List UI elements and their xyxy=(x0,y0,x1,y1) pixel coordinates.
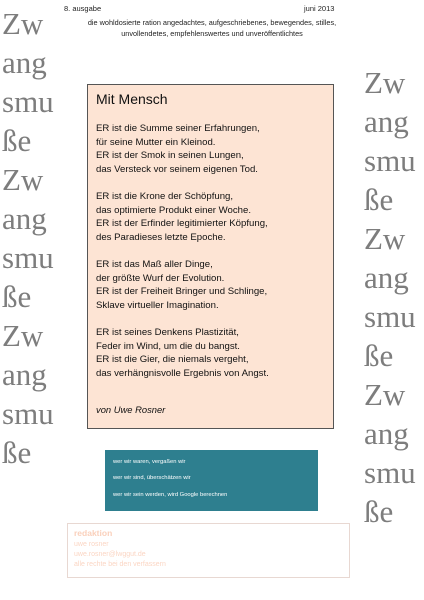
poem-box xyxy=(87,84,334,429)
poem-line: das optimierte Produkt einer Woche. xyxy=(96,204,251,216)
poem-line: ER ist der Smok in seinen Lungen, xyxy=(96,150,244,162)
poem-line: ER ist die Gier, die niemals vergeht, xyxy=(96,354,249,366)
poem-line: des Paradieses letzte Epoche. xyxy=(96,231,226,243)
side-word-fragment: ang xyxy=(364,260,409,295)
side-word-fragment: Zw xyxy=(2,318,44,353)
side-word-right xyxy=(364,63,416,531)
side-word-fragment: ang xyxy=(364,104,409,139)
quote-box xyxy=(105,450,318,511)
poem-line: für seine Mutter ein Kleinod. xyxy=(96,136,216,148)
side-word-fragment: ße xyxy=(364,182,394,217)
poem-title: Mit Mensch xyxy=(96,91,168,107)
quote-line: wer wir sind, überschätzen wir xyxy=(113,475,191,481)
side-word-fragment: smu xyxy=(364,143,416,178)
poem-body xyxy=(96,122,269,394)
side-word-fragment: smu xyxy=(364,299,416,334)
side-word-fragment: Zw xyxy=(364,221,406,256)
poem-line: ER ist das Maß aller Dinge, xyxy=(96,258,213,270)
side-word-fragment: smu xyxy=(2,240,54,275)
poem-line: ER ist der Freiheit Bringer und Schlinge, xyxy=(96,286,268,298)
poem-stanza xyxy=(96,122,269,176)
side-word-fragment: ang xyxy=(2,45,47,80)
credits-box xyxy=(67,523,350,578)
side-word-fragment: ße xyxy=(364,494,394,529)
quote-line: wer wir waren, vergaßen wir xyxy=(113,459,186,465)
poem-stanza xyxy=(96,258,269,312)
side-word-fragment: ße xyxy=(2,279,32,314)
side-word-fragment: ang xyxy=(2,201,47,236)
side-word-fragment: smu xyxy=(2,396,54,431)
poem-line: das verhängnisvolle Ergebnis von Angst. xyxy=(96,367,269,379)
poem-stanza xyxy=(96,190,269,244)
poem-line: ER ist seines Denkens Plastizität, xyxy=(96,326,239,338)
credits-name: uwe rosner xyxy=(74,541,109,548)
side-word-fragment: Zw xyxy=(364,65,406,100)
poem-line: Sklave virtueller Imagination. xyxy=(96,299,219,311)
poem-stanza xyxy=(96,326,269,380)
credits-email[interactable]: uwe.rosner@lwggut.de xyxy=(74,551,146,558)
side-word-fragment: Zw xyxy=(364,377,406,412)
poem-line: ER ist die Krone der Schöpfung, xyxy=(96,190,234,202)
poem-line: ER ist der Erfinder legitimierter Köpfung, xyxy=(96,218,268,230)
side-word-fragment: smu xyxy=(2,84,54,119)
side-word-fragment: Zw xyxy=(2,6,44,41)
poem-line: das Versteck vor seinem eigenen Tod. xyxy=(96,163,258,175)
poem-line: der größte Wurf der Evolution. xyxy=(96,272,225,284)
issue-number: 8. ausgabe xyxy=(64,4,102,13)
credits-title: redaktion xyxy=(74,528,113,538)
issue-date: juni 2013 xyxy=(304,4,335,13)
poem-line: Feder im Wind, um die du bangst. xyxy=(96,340,240,352)
side-word-fragment: Zw xyxy=(2,162,44,197)
tagline: die wohldosierte ration angedachtes, aufgeschriebenes, bewegendes, stilles, unvollendetes, empfehlenswertes und unveröffentlichtes xyxy=(87,18,337,38)
quote-line: wer wir sein werden, wird Google berechnen xyxy=(113,492,228,498)
side-word-left xyxy=(2,4,54,472)
side-word-fragment: ße xyxy=(2,123,32,158)
side-word-fragment: ße xyxy=(364,338,394,373)
side-word-fragment: ang xyxy=(364,416,409,451)
side-word-fragment: ße xyxy=(2,435,32,470)
credits-rights: alle rechte bei den verfassern xyxy=(74,561,166,568)
side-word-fragment: smu xyxy=(364,455,416,490)
poem-author: von Uwe Rosner xyxy=(96,404,166,415)
poem-line: ER ist die Summe seiner Erfahrungen, xyxy=(96,123,260,134)
side-word-fragment: ang xyxy=(2,357,47,392)
